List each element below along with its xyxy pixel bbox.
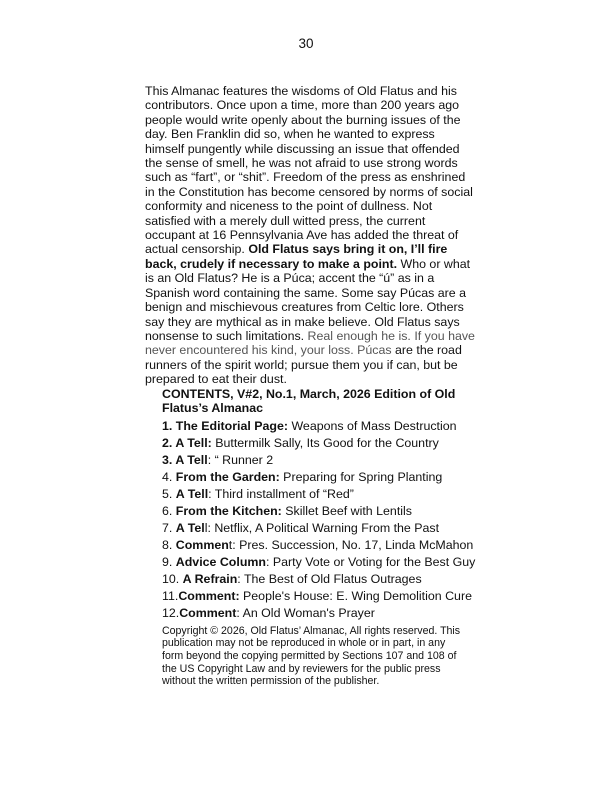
- intro-text: Who or what is an Old Flatus? He is a Púca; accent the “ú” as in a Spanish word containing the same. Some say Púcas are a benign and mischievous creatures from Celtic lore. Others say they are mythical as in make believe. Old Flatus says nonsense to such limitations.: [145, 256, 471, 343]
- contents-item-label: The Editorial Page:: [175, 418, 289, 433]
- contents-item: [162, 435, 482, 452]
- contents-item-number: 3.: [162, 452, 176, 467]
- contents-item-number: 9.: [162, 554, 176, 569]
- contents-item: [162, 486, 482, 503]
- contents-item-number: 5.: [162, 486, 176, 501]
- contents-item-title: : “ Runner 2: [207, 452, 274, 467]
- table-of-contents: [162, 387, 482, 688]
- contents-item-number: 6.: [162, 503, 176, 518]
- contents-item: [162, 469, 482, 486]
- contents-item-number: 2.: [162, 435, 176, 450]
- contents-item-label: A Tell:: [175, 435, 212, 450]
- intro-text: are the road runners of the spirit world; pursue them you if can, but be prepared to eat their dust.: [145, 343, 462, 387]
- contents-item: [162, 418, 482, 435]
- contents-item-title: People's House: E. Wing Demolition Cure: [239, 588, 472, 603]
- contents-item: [162, 554, 482, 571]
- contents-item-number: 12.: [162, 605, 180, 620]
- contents-item-title: Skillet Beef with Lentils: [281, 503, 412, 518]
- contents-item-label: Advice Column: [175, 554, 266, 569]
- contents-item-label: A Refrain: [182, 571, 238, 586]
- contents-item-number: 10.: [162, 571, 183, 586]
- intro-bold-statement: Old Flatus says bring it on, I’ll fire back, crudely if necessary to make a point.: [145, 242, 448, 271]
- contents-item-number: 1.: [162, 418, 176, 433]
- page-number: 30: [298, 36, 314, 51]
- contents-item-title: : Party Vote or Voting for the Best Guy: [265, 554, 476, 569]
- contents-item: [162, 520, 482, 537]
- copyright-notice: Copyright © 2026, Old Flatus’ Almanac, All rights reserved. This publication may not be reproduced in whole or in part, in any form beyond the copying permitted by Sections 107 and 108 of the US Copyright Law and by reviewers for the public press without the written permission of the publisher.: [162, 624, 461, 688]
- contents-item-label: Comment: [179, 605, 237, 620]
- contents-item-title: Preparing for Spring Planting: [279, 469, 443, 484]
- contents-item: [162, 571, 482, 588]
- contents-item: [162, 588, 482, 605]
- contents-item-label: A Tell: [175, 452, 208, 467]
- intro-paragraph: [145, 84, 477, 387]
- contents-item-number: 8.: [162, 537, 176, 552]
- contents-item-number: 4.: [162, 469, 176, 484]
- contents-item-label: Commen: [175, 537, 229, 552]
- contents-item: [162, 452, 482, 469]
- contents-list: [162, 418, 482, 622]
- contents-item-number: 11.: [162, 588, 179, 603]
- contents-item: [162, 605, 482, 622]
- contents-item-label: From the Garden:: [175, 469, 280, 484]
- contents-item-title: Weapons of Mass Destruction: [288, 418, 457, 433]
- intro-gray-text: Real enough he is. If you have never encountered his kind, your loss. Púcas: [145, 328, 475, 358]
- contents-item-label: A Tel: [175, 520, 205, 535]
- contents-title: CONTENTS, V#2, No.1, March, 2026 Edition of Old Flatus’s Almanac: [162, 387, 456, 416]
- contents-item-label: A Tell: [175, 486, 209, 501]
- contents-item-title: l: Netflix, A Political Warning From the Past: [204, 520, 440, 535]
- contents-item-title: : The Best of Old Flatus Outrages: [237, 571, 422, 586]
- intro-text: This Almanac features the wisdoms of Old Flatus and his contributors. Once upon a time, more than 200 years ago people would write openly about the burning issues of the day. Ben Franklin did so, when he wanted to express himself pungently while discussing an issue that offended the sense of smell, he was not afraid to use strong words such as “fart”, or “shit”. Freedom of the press as enshrined in the Constitution has become censored by norms of social conformity and niceness to the point of dullness. Not satisfied with a merely dull witted press, the current occupant at 16 Pennsylvania Ave has added the threat of actual censorship.: [145, 84, 473, 257]
- contents-item-label: Comment:: [178, 588, 240, 603]
- contents-item-label: From the Kitchen:: [175, 503, 282, 518]
- contents-item-title: t: Pres. Succession, No. 17, Linda McMahon: [228, 537, 474, 552]
- contents-item-title: Buttermilk Sally, Its Good for the Country: [211, 435, 439, 450]
- contents-item-number: 7.: [162, 520, 176, 535]
- contents-item: [162, 503, 482, 520]
- contents-item: [162, 537, 482, 554]
- contents-item-title: : An Old Woman's Prayer: [236, 605, 375, 620]
- contents-item-title: : Third installment of “Red”: [208, 486, 354, 501]
